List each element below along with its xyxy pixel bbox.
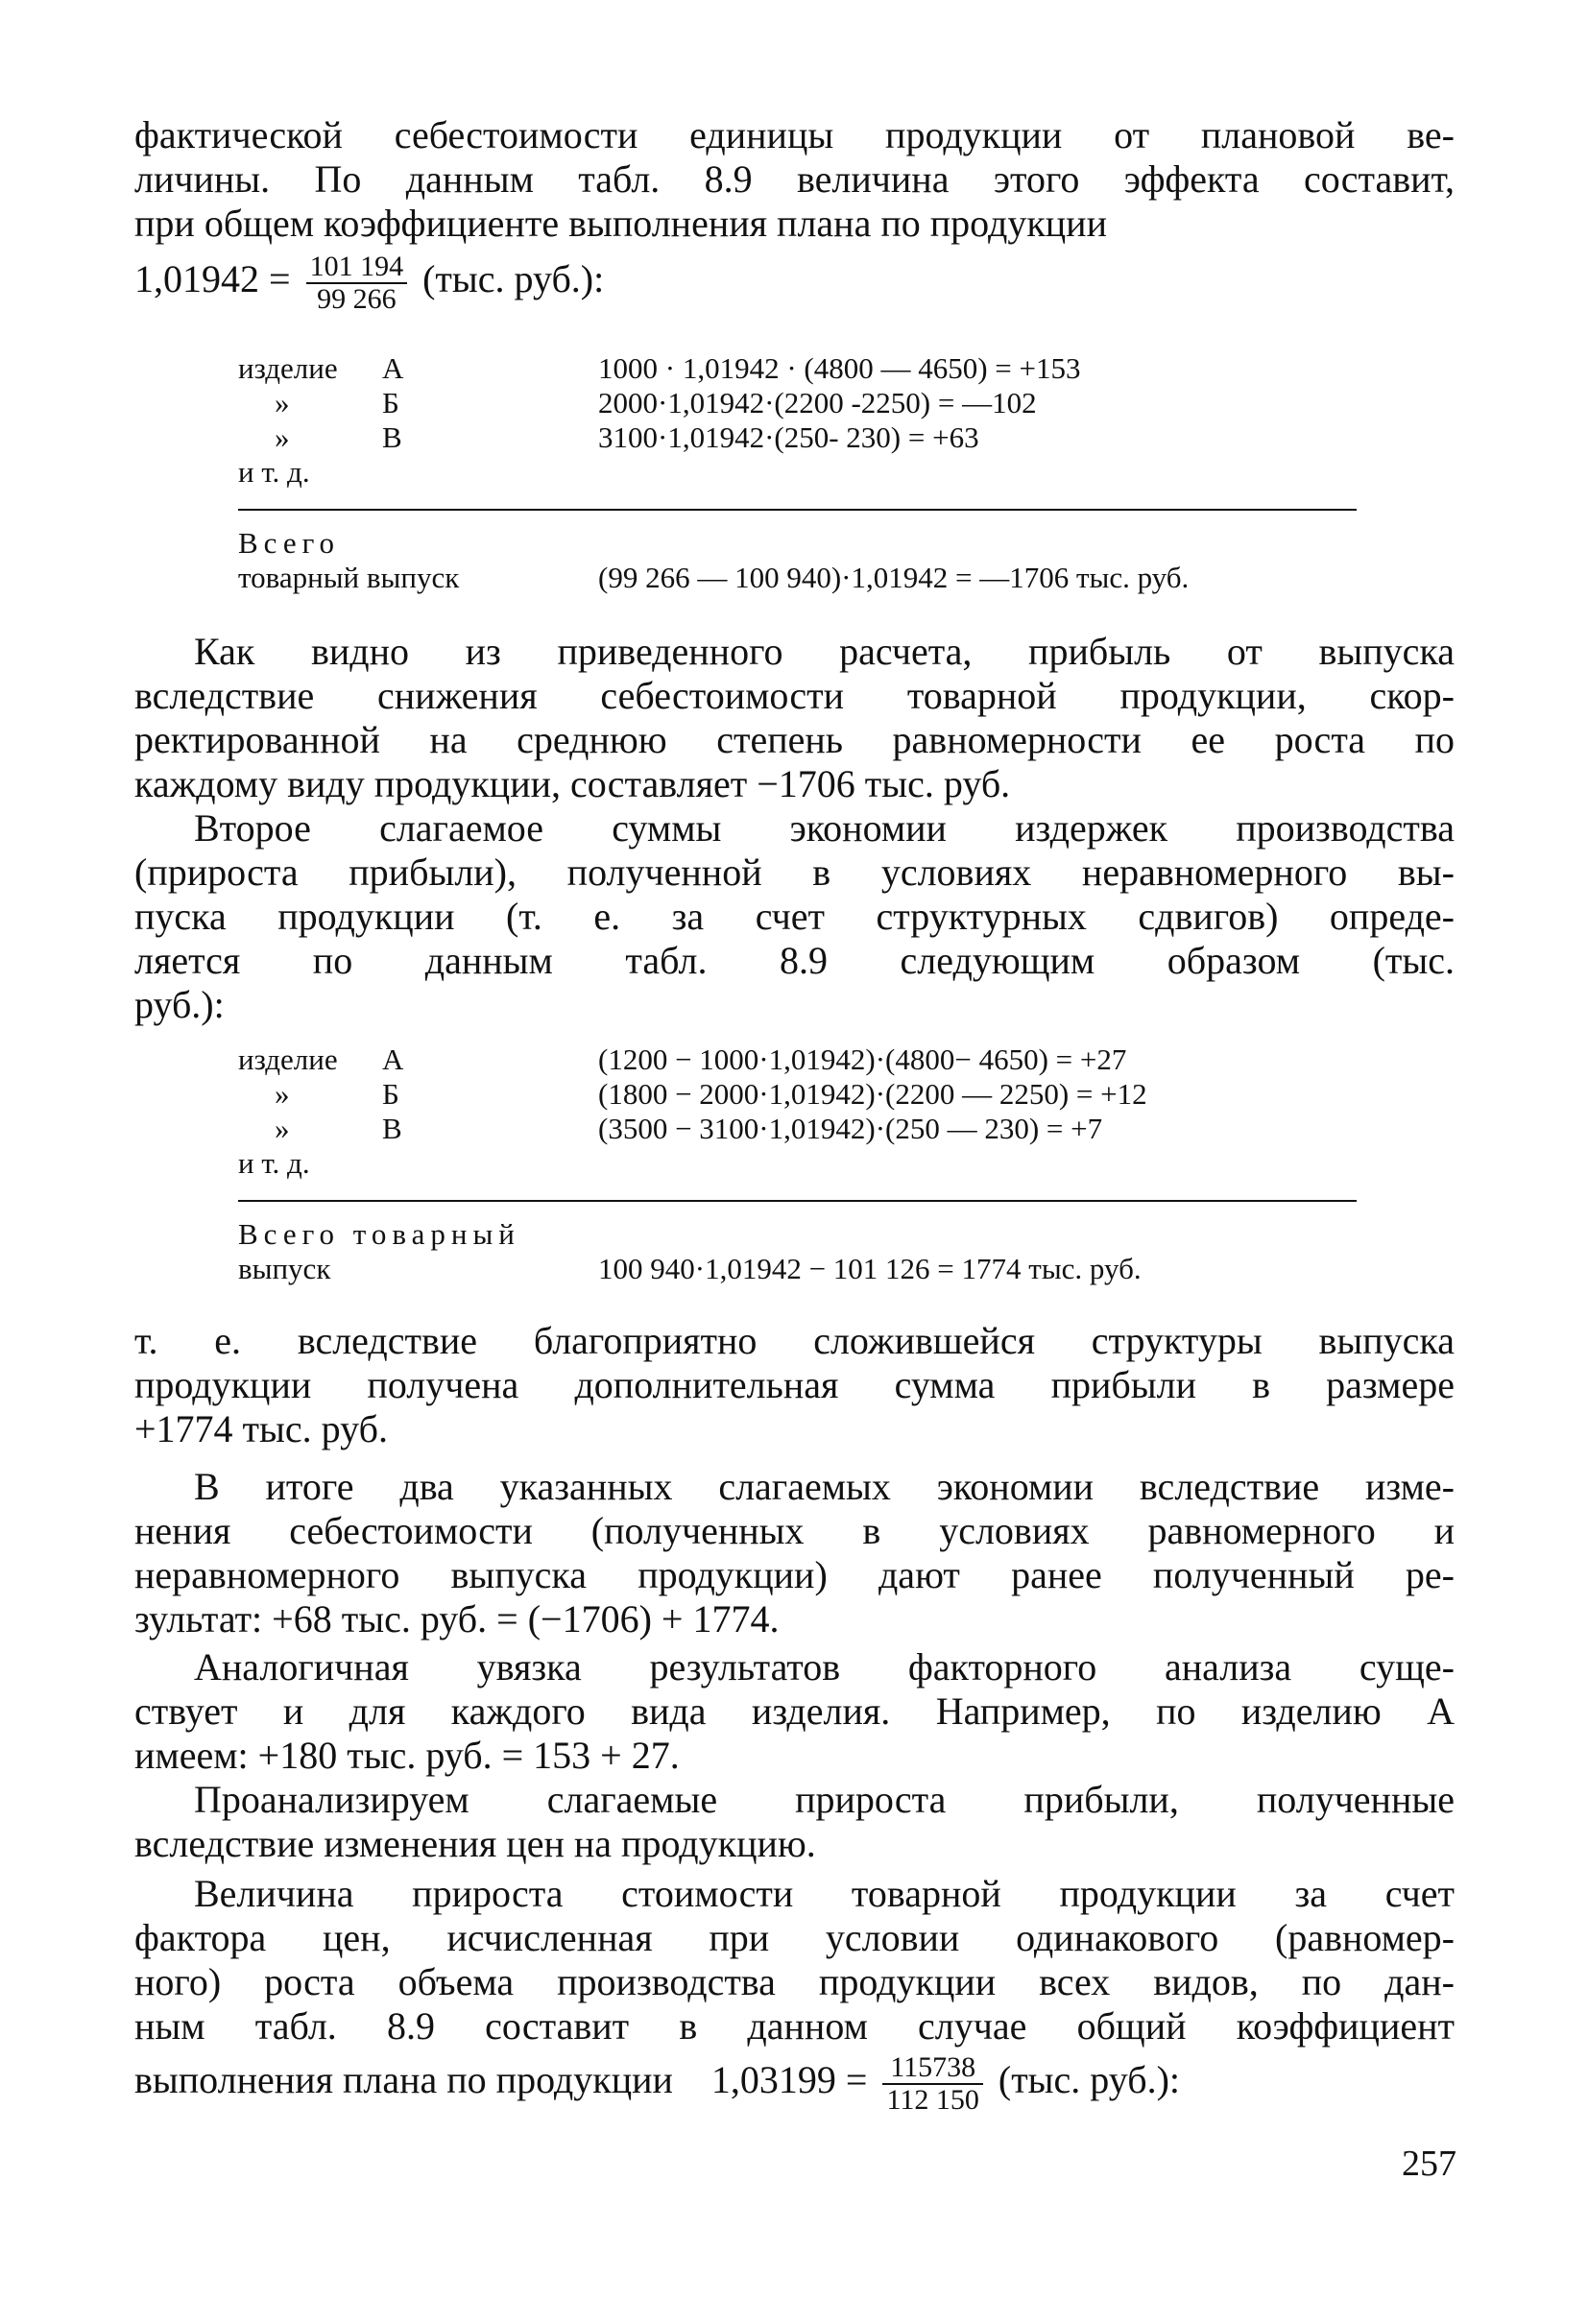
calc-row — [238, 1112, 1371, 1146]
calc-row-label: и т. д. — [238, 1146, 310, 1180]
text-line: нения себестоимости (полученных в условиях равномерного и — [134, 1509, 1455, 1552]
total-row — [238, 526, 1371, 561]
fraction-denominator: 112 150 — [886, 2084, 979, 2116]
page-number: 257 — [1402, 2144, 1456, 2184]
paragraph-4 — [134, 1465, 1455, 1641]
fraction — [306, 252, 408, 315]
calculation-block-2 — [238, 1042, 1371, 1181]
calc-row-expression: 2000·1,01942·(2200 -2250) = —102 — [598, 386, 1037, 419]
text-line: неравномерного выпуска продукции) дают ранее полученный ре- — [134, 1553, 1455, 1596]
divider-line — [238, 1200, 1357, 1202]
text-line: фактической себестоимости единицы продукции от плановой ве- — [134, 113, 1455, 156]
fraction — [882, 2052, 982, 2116]
text-line: Как видно из приведенного расчета, прибыль от выпуска — [194, 630, 1455, 673]
calc-row-letter: А — [382, 1042, 404, 1076]
text-line: каждому виду продукции, составляет −1706 тыс. руб. — [134, 762, 1011, 805]
paragraph-3 — [134, 1319, 1455, 1451]
text-line: вследствие снижения себестоимости товарной продукции, скор- — [134, 674, 1455, 717]
coefficient-value: 1,01942 = — [134, 257, 291, 301]
calc-row-letter: А — [382, 351, 404, 385]
text-line: Величина прироста стоимости товарной продукции за счет — [194, 1872, 1455, 1915]
text-line: Аналогичная увязка результатов факторного анализа суще- — [194, 1645, 1455, 1689]
calc-row — [238, 1077, 1371, 1112]
calc-row — [238, 386, 1371, 420]
text-line: Второе слагаемое суммы экономии издержек производства — [194, 806, 1455, 850]
calc-row — [238, 420, 1371, 455]
paragraph-2 — [134, 806, 1455, 1027]
total-label: товарный выпуск — [238, 561, 460, 594]
total-label: выпуск — [238, 1252, 331, 1285]
text-line: фактора цен, исчисленная при условии одинакового (равномер- — [134, 1916, 1455, 1959]
intro-paragraph — [134, 113, 1455, 246]
price-coefficient-formula — [134, 2052, 1180, 2116]
fraction-numerator: 101 194 — [306, 252, 408, 284]
fraction-denominator: 99 266 — [317, 283, 397, 315]
text-line: личины. По данным табл. 8.9 величина этого эффекта составит, — [134, 157, 1455, 201]
text-line: В итоге два указанных слагаемых экономии вследствие изме- — [194, 1465, 1455, 1508]
calc-row-expression: 3100·1,01942·(250- 230) = +63 — [598, 420, 979, 454]
calc-row-label: изделие — [238, 351, 338, 385]
total-label: Всего товарный — [238, 1217, 520, 1251]
calculation-block-1 — [238, 351, 1371, 490]
paragraph-1 — [134, 630, 1455, 806]
calc-row — [238, 455, 1371, 490]
text-line: вследствие изменения цен на продукцию. — [134, 1822, 816, 1865]
paragraph-7 — [134, 1872, 1455, 2048]
calc-row-expression: (1200 − 1000·1,01942)·(4800− 4650) = +27 — [598, 1042, 1127, 1076]
text-line: ствует и для каждого вида изделия. Например, по изделию А — [134, 1689, 1455, 1733]
unit-label: (тыс. руб.): — [998, 2058, 1181, 2102]
total-row — [238, 561, 1371, 595]
calc-row-expression: (1800 − 2000·1,01942)·(2200 — 2250) = +12 — [598, 1077, 1147, 1111]
text-line: продукции получена дополнительная сумма прибыли в размере — [134, 1363, 1455, 1406]
text-line: руб.): — [134, 983, 225, 1026]
calc-row-label: » — [275, 420, 290, 454]
text-line: ляется по данным табл. 8.9 следующим образом (тыс. — [134, 939, 1455, 982]
calc-row-expression: 1000 · 1,01942 · (4800 — 4650) = +153 — [598, 351, 1081, 385]
fraction-numerator: 115738 — [882, 2052, 982, 2085]
paragraph-6 — [134, 1778, 1455, 1866]
text-line: выполнения плана по продукции — [134, 2058, 673, 2102]
unit-label: (тыс. руб.): — [422, 257, 605, 301]
text-line: пуска продукции (т. е. за счет структурных сдвигов) опреде- — [134, 895, 1455, 938]
calc-row-label: » — [275, 1112, 290, 1145]
calc-row-label: и т. д. — [238, 455, 310, 489]
text-line: зультат: +68 тыс. руб. = (−1706) + 1774. — [134, 1597, 780, 1641]
text-line: при общем коэффициенте выполнения плана по продукции — [134, 202, 1107, 245]
total-expression: (99 266 — 100 940)·1,01942 = —1706 тыс. руб. — [598, 561, 1190, 594]
text-line: ректированной на среднюю степень равномерности ее роста по — [134, 718, 1455, 761]
calc-row-letter: В — [382, 420, 402, 454]
total-row — [238, 1217, 1371, 1252]
calculation-total-1 — [238, 526, 1371, 595]
total-label: Всего — [238, 526, 341, 560]
calculation-total-2 — [238, 1217, 1371, 1286]
text-line: ного) роста объема производства продукции всех видов, по дан- — [134, 1960, 1455, 2003]
coefficient-value: 1,03199 = — [710, 2058, 868, 2102]
calc-row-label: » — [275, 1077, 290, 1111]
calc-row-letter: Б — [382, 1077, 399, 1111]
calc-row — [238, 1042, 1371, 1077]
calc-row — [238, 351, 1371, 386]
calc-row — [238, 1146, 1371, 1181]
total-expression: 100 940·1,01942 − 101 126 = 1774 тыс. руб. — [598, 1252, 1142, 1285]
text-line: (прироста прибыли), полученной в условиях неравномерного вы- — [134, 851, 1455, 894]
calc-row-label: » — [275, 386, 290, 419]
text-line: имеем: +180 тыс. руб. = 153 + 27. — [134, 1734, 680, 1777]
calc-row-letter: В — [382, 1112, 402, 1145]
calc-row-letter: Б — [382, 386, 399, 419]
calc-row-label: изделие — [238, 1042, 338, 1076]
text-line: +1774 тыс. руб. — [134, 1407, 388, 1450]
plan-coefficient-formula — [134, 252, 604, 315]
paragraph-5 — [134, 1645, 1455, 1778]
text-line: т. е. вследствие благоприятно сложившейся структуры выпуска — [134, 1319, 1455, 1362]
divider-line — [238, 509, 1357, 511]
text-line: Проанализируем слагаемые прироста прибыли, полученные — [194, 1778, 1455, 1821]
text-line: ным табл. 8.9 составит в данном случае общий коэффициент — [134, 2004, 1455, 2048]
calc-row-expression: (3500 − 3100·1,01942)·(250 — 230) = +7 — [598, 1112, 1103, 1145]
total-row — [238, 1252, 1371, 1286]
